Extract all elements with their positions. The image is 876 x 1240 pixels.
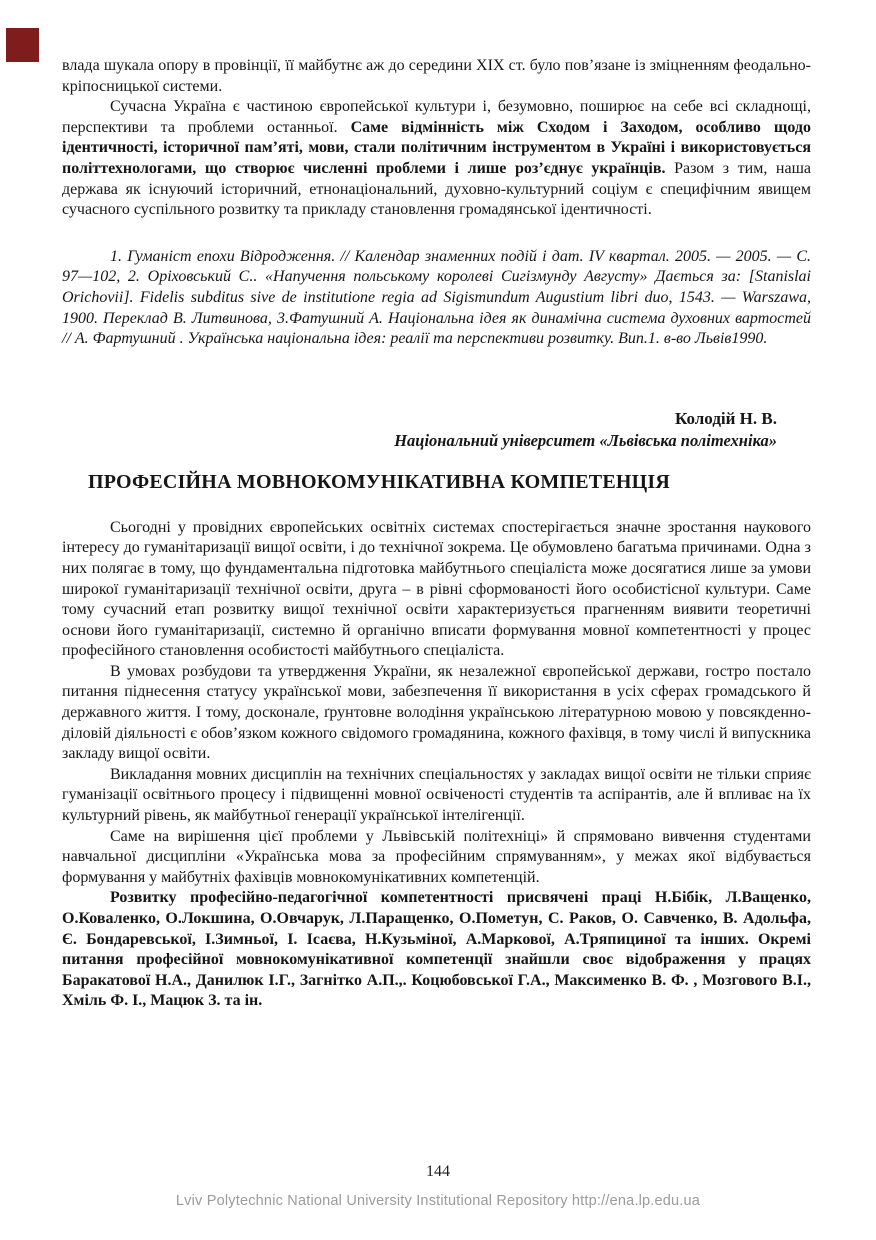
red-corner-marker bbox=[6, 28, 39, 62]
references-block: 1. Гуманіст епохи Відродження. // Календар знаменних подій і дат. IV квартал. 2005. — 2005. — С. 97—102, 2. Оріховський С.. «Напучення польському королеві Сигізмунду Августу» Дається за: [Stanislai Orichovii]. Fidelis subditus sive de institutione regia ad Sigismundum Augustium libri duo, 1543. — Warszawa, 1900. Переклад В. Литвинова, 3.Фатушний А. Національна ідея як динамічна система духовних вартостей // А. Фартушний . Українська національна ідея: реалії та перспективи розвитку. Вип.1. в-во Львів1990. bbox=[62, 247, 811, 348]
text-run-normal: Разом з тим, наша держава як існуючий історичний, етнонаціональний, духовно-культурний соціум є специфічним явищем сучасного суспільного розвитку та прикладу становлення громадянської ідентичності. bbox=[62, 159, 812, 219]
article-title: ПРОФЕСІЙНА МОВНОКОМУНІКАТИВНА КОМПЕТЕНЦІЯ bbox=[87, 470, 671, 493]
article-paragraph: В умовах розбудови та утвердження України, як незалежної європейської держави, гостро постало питання піднесення статусу української мови, забезпечення її використання в усіх сферах громадського й державного життя. І тому, досконале, ґрунтовне володіння українською літературною мовою у повсякденно-діловій діяльності є обов’язком кожного свідомого громадянина, кожного фахівця, в тому числі й випускника закладу вищої освіти. bbox=[62, 662, 811, 763]
article-paragraph: Саме на вирішення цієї проблеми у Львівській політехніці» й спрямовано вивчення студентами навчальної дисципліни «Українська мова за професійним спрямуванням», у межах якої відбувається формування у майбутніх фахівців мовнокомунікативних компетенцій. bbox=[62, 827, 811, 886]
author-affiliation: Національний університет «Львівська політехніка» bbox=[394, 430, 777, 450]
intro-paragraph bbox=[62, 97, 811, 221]
text-run-bold: Саме відмінність між Сходом і Заходом, особливо щодо ідентичності, історичної пам’яті, мови, стали політичним інструментом в Україні і використовується політтехнологами, що створює численні проблеми і лише роз’єднує українців. bbox=[62, 118, 812, 177]
byline bbox=[62, 408, 811, 452]
article-paragraph-bold: Розвитку професійно-педагогічної компетентності присвячені праці Н.Бібік, Л.Ващенко, О.Коваленко, О.Локшина, О.Овчарук, Л.Паращенко, О.Пометун, С. Раков, О. Савченко, В. Адольфа, Є. Бондаревської, І.Зимньої, І. Ісаєва, Н.Кузьміної, А.Маркової, А.Тряпициної та інших. Окремі питання професійної мовнокомунікативної компетенції знайшли своє відображення у працях Баракатової Н.А., Данилюк І.Г., Загнітко А.П.,. Коцюбовської Г.А., Максименко В. Ф. , Мозгового В.І., Хміль Ф. І., Мацюк З. та ін. bbox=[62, 889, 811, 1010]
continued-paragraph: влада шукала опору в провінції, її майбутнє аж до середини XIX ст. було пов’язане із зміцненням феодально-кріпосницької системи. bbox=[62, 57, 811, 95]
article-paragraph: Сьогодні у провідних європейських освітніх системах спостерігається значне зростання наукового інтересу до гуманітаризації вищої освіти, і до технічної зокрема. Це обумовлено багатьма причинами. Одна з них полягає в тому, що фундаментальна підготовка майбутнього спеціаліста може досягатися лише за умови широкої гуманітаризації технічної освіти, друга – в рівні сформованості його особистісної культури. Саме тому сучасний етап розвитку вищої технічної освіти характеризується прагненням виявити теоретичні основи його гуманітаризації, системно й органічно вписати формування мовної компетентності у процес професійного становлення особистості майбутнього спеціаліста. bbox=[62, 518, 811, 660]
author-name: Колодій Н. В. bbox=[675, 408, 777, 428]
article-paragraph: Викладання мовних дисциплін на технічних спеціальностях у закладах вищої освіти не тільки сприяє гуманізації освітнього процесу і підвищенні мовної освіченості студентів та аспірантів, але й впливає на їх культурний рівень, як майбутньої генерації української інтелігенції. bbox=[62, 765, 811, 825]
page-footer bbox=[0, 1162, 876, 1210]
page-content bbox=[62, 0, 811, 1012]
repository-note: Lviv Polytechnic National University Institutional Repository http://ena.lp.edu.ua bbox=[175, 1193, 701, 1209]
text-run-normal: Сучасна Україна є частиною європейської культури і, безумовно, поширює на себе всі складнощі, перспективи та проблеми останньої. bbox=[62, 98, 811, 136]
page-number: 144 bbox=[426, 1163, 450, 1180]
